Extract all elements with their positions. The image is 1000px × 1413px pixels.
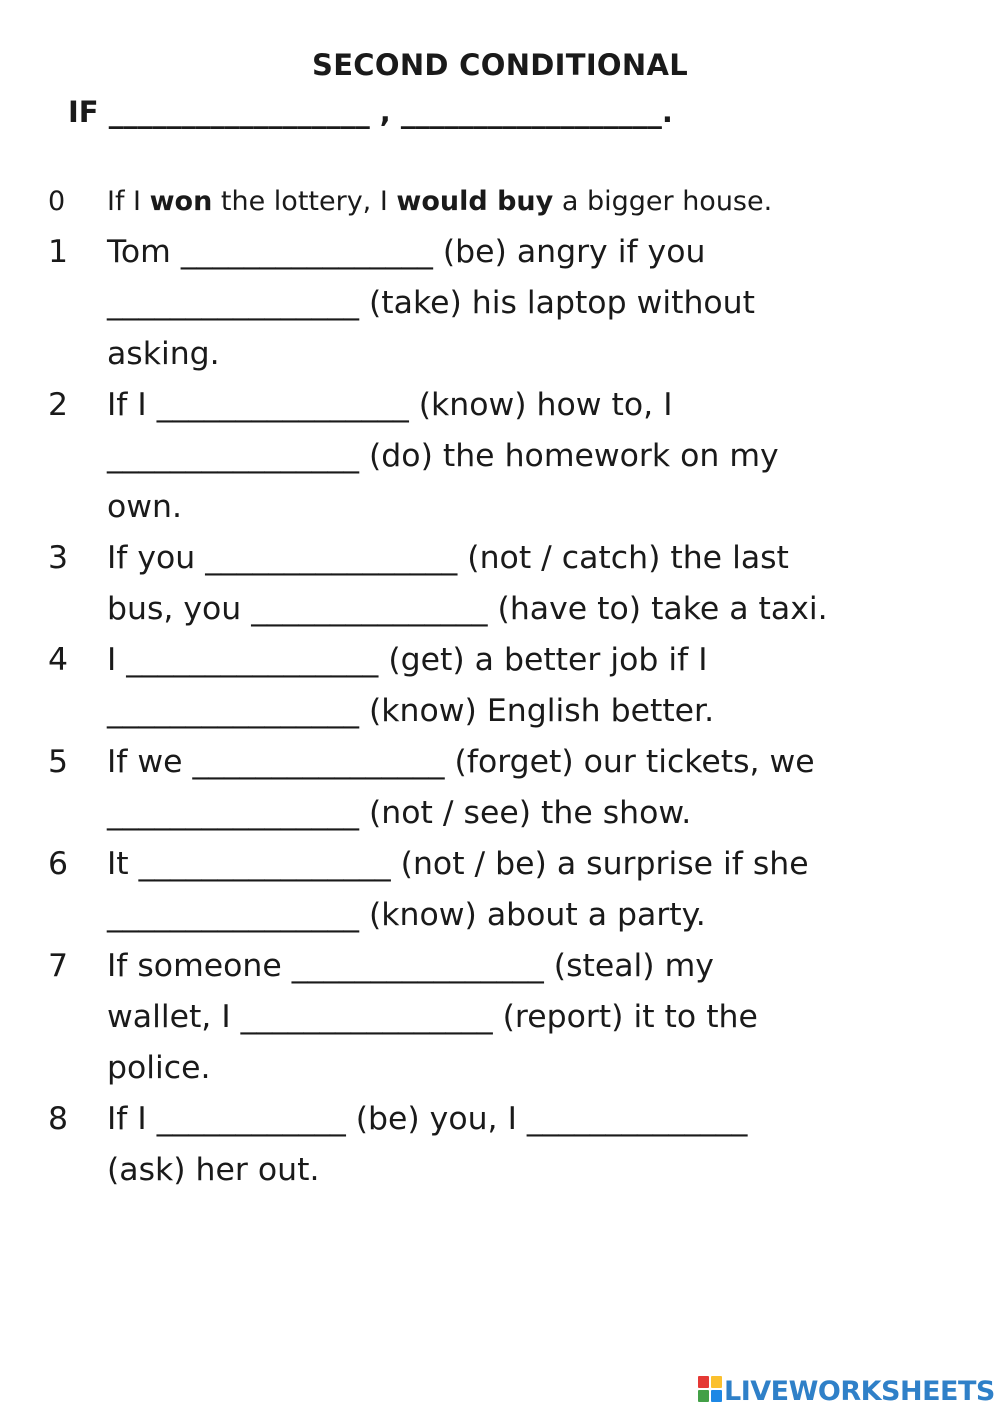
sentence-text: Tom ________________ (be) angry if you — [107, 234, 706, 270]
sentence-text: wallet, I ________________ (report) it to the — [107, 999, 758, 1035]
sentence-text: police. — [107, 1050, 211, 1086]
sentence-text: (ask) her out. — [107, 1152, 320, 1188]
sentence-text: If we ________________ (forget) our tickets, we — [107, 744, 815, 780]
watermark-text: LIVEWORKSHEETS — [724, 1376, 995, 1407]
sentence-text: ________________ (take) his laptop without — [107, 285, 755, 321]
item-number: 1 — [48, 234, 69, 270]
sentence-text: ________________ (not / see) the show. — [107, 795, 692, 831]
liveworksheets-logo-icon — [698, 1376, 722, 1402]
item-number: 8 — [48, 1101, 69, 1137]
sentence-text: ________________ (know) English better. — [107, 693, 715, 729]
worksheet-title: SECOND CONDITIONAL — [312, 48, 688, 82]
sentence-text: If I ____________ (be) you, I ______________ — [107, 1101, 748, 1137]
formula-line: IF __________________ , __________________. — [68, 95, 673, 129]
item-number: 5 — [48, 744, 69, 780]
sentence-text: ________________ (know) about a party. — [107, 897, 706, 933]
item-number: 2 — [48, 387, 69, 423]
sentence-text: If you ________________ (not / catch) the last — [107, 540, 789, 576]
sentence-text: ________________ (do) the homework on my — [107, 438, 779, 474]
item-number: 7 — [48, 948, 69, 984]
example-text: If I won the lottery, I would buy a bigger house. — [107, 186, 773, 217]
sentence-text: own. — [107, 489, 183, 525]
item-number: 3 — [48, 540, 69, 576]
sentence-text: bus, you _______________ (have to) take a taxi. — [107, 591, 828, 627]
item-number: 6 — [48, 846, 69, 882]
item-number: 0 — [48, 186, 66, 217]
sentence-text: I ________________ (get) a better job if I — [107, 642, 708, 678]
item-number: 4 — [48, 642, 69, 678]
liveworksheets-watermark — [698, 1376, 995, 1412]
sentence-text: It ________________ (not / be) a surprise if she — [107, 846, 809, 882]
sentence-text: asking. — [107, 336, 220, 372]
sentence-text: If I ________________ (know) how to, I — [107, 387, 673, 423]
sentence-text: If someone ________________ (steal) my — [107, 948, 714, 984]
